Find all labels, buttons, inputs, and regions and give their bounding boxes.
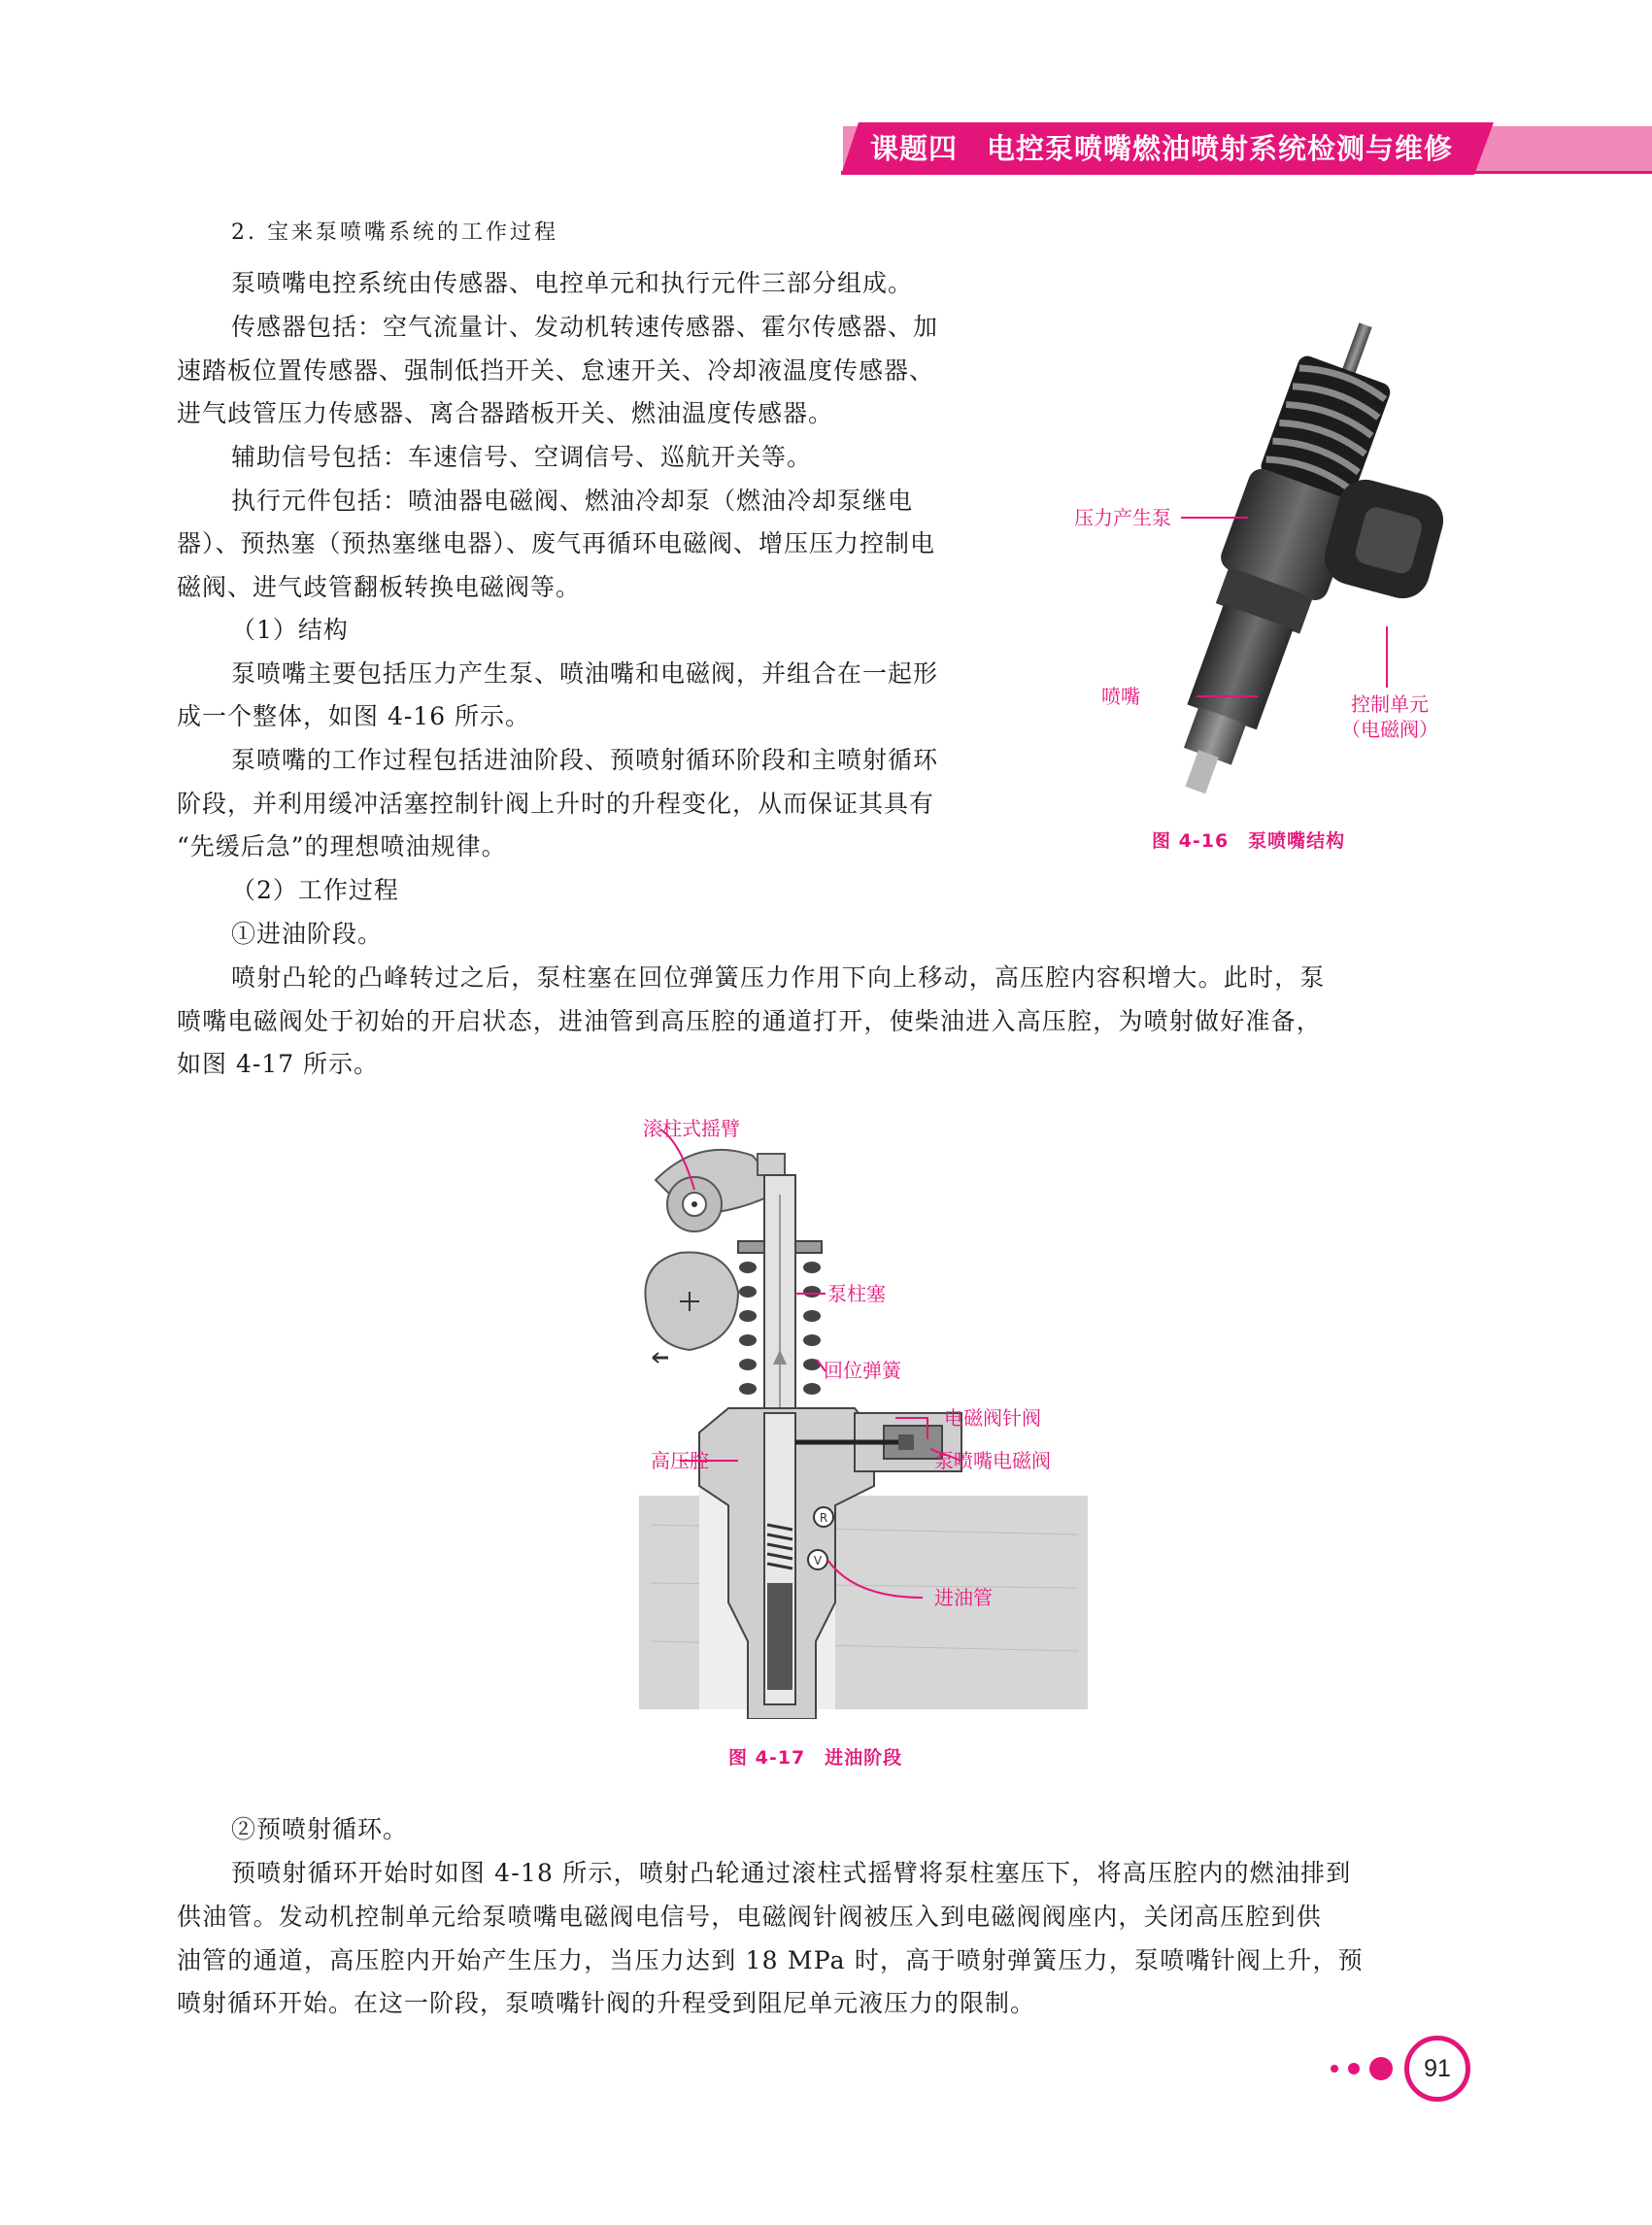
marker-r: R <box>819 1511 828 1525</box>
paragraph-4-line-2: 器）、预热塞（预热塞继电器）、废气再循环电磁阀、增压压力控制电 <box>177 529 936 557</box>
label-nozzle: 喷嘴 <box>1101 685 1140 708</box>
label-control-unit-line-1: 控制单元 <box>1351 692 1429 716</box>
paragraph-4-line-1: 执行元件包括：喷油器电磁阀、燃油冷却泵（燃油冷却泵继电 <box>231 487 914 515</box>
paragraph-2-line-2: 速踏板位置传感器、强制低挡开关、怠速开关、冷却液温度传感器、 <box>177 356 935 385</box>
page-number: 91 <box>1404 2036 1470 2102</box>
paragraph-3: 辅助信号包括：车速信号、空调信号、巡航开关等。 <box>231 443 813 471</box>
paragraph-6-line-3: “先缓后急”的理想喷油规律。 <box>177 832 507 860</box>
label-control-unit <box>1336 691 1443 742</box>
subheading-process: （2）工作过程 <box>231 876 399 904</box>
label-plunger: 泵柱塞 <box>827 1282 886 1305</box>
page-dot-large <box>1369 2057 1393 2080</box>
label-solenoid-needle: 电磁阀针阀 <box>944 1406 1041 1430</box>
page-dot-small-2 <box>1348 2063 1360 2074</box>
header-chapter: 课题四 <box>870 132 959 165</box>
paragraph-2-line-1: 传感器包括：空气流量计、发动机转速传感器、霍尔传感器、加 <box>231 313 939 341</box>
header-chapter-title: 电控泵喷嘴燃油喷射系统检测与维修 <box>987 132 1454 165</box>
header-title <box>870 126 1453 171</box>
paragraph-4-line-3: 磁阀、进气歧管翻板转换电磁阀等。 <box>177 573 582 601</box>
paragraph-7-line-1: 喷射凸轮的凸峰转过之后，泵柱塞在回位弹簧压力作用下向上移动，高压腔内容积增大。此时，泵 <box>231 963 1326 992</box>
paragraph-7-line-2: 喷嘴电磁阀处于初始的开启状态，进油管到高压腔的通道打开，使柴油进入高压腔，为喷射做好准备， <box>177 1007 1323 1035</box>
section-heading: 2. 宝来泵喷嘴系统的工作过程 <box>231 220 558 245</box>
step-1-heading: ①进油阶段。 <box>231 920 384 948</box>
paragraph-6-line-2: 阶段，并利用缓冲活塞控制针阀上升时的升程变化，从而保证其具有 <box>177 790 935 818</box>
figure-4-16-caption: 图 4-16 泵喷嘴结构 <box>1152 830 1346 852</box>
label-roller-rocker: 滚柱式摇臂 <box>643 1117 740 1140</box>
subheading-structure: （1）结构 <box>231 616 349 644</box>
paragraph-8-line-1: 预喷射循环开始时如图 4-18 所示，喷射凸轮通过滚柱式摇臂将泵柱塞压下，将高压腔内的燃油排到 <box>231 1859 1352 1887</box>
paragraph-5-line-2: 成一个整体，如图 4-16 所示。 <box>177 702 531 730</box>
label-pressure-pump: 压力产生泵 <box>1074 506 1171 529</box>
header-underline <box>841 171 1652 174</box>
paragraph-5-line-1: 泵喷嘴主要包括压力产生泵、喷油嘴和电磁阀，并组合在一起形 <box>231 659 939 688</box>
label-control-unit-line-2: （电磁阀） <box>1341 718 1438 741</box>
paragraph-8-line-2: 供油管。发动机控制单元给泵喷嘴电磁阀电信号，电磁阀针阀被压入到电磁阀阀座内，关闭高压腔到供 <box>177 1903 1323 1931</box>
marker-v: V <box>813 1554 823 1568</box>
paragraph-6-line-1: 泵喷嘴的工作过程包括进油阶段、预喷射循环阶段和主喷射循环 <box>231 746 939 774</box>
paragraph-2-line-3: 进气歧管压力传感器、离合器踏板开关、燃油温度传感器。 <box>177 399 834 427</box>
step-2-heading: ②预喷射循环。 <box>231 1815 409 1843</box>
label-high-pressure-chamber: 高压腔 <box>651 1449 709 1472</box>
figure-4-17-caption: 图 4-17 进油阶段 <box>728 1747 903 1769</box>
page-dot-small-1 <box>1331 2065 1338 2073</box>
paragraph-8-line-3: 油管的通道，高压腔内开始产生压力，当压力达到 18 MPa 时，高于喷射弹簧压力，泵喷嘴针阀上升，预 <box>177 1946 1364 1974</box>
paragraph-7-line-3: 如图 4-17 所示。 <box>177 1050 380 1078</box>
label-return-spring: 回位弹簧 <box>824 1359 901 1382</box>
label-inlet-pipe: 进油管 <box>934 1586 993 1609</box>
paragraph-8-line-4: 喷射循环开始。在这一阶段，泵喷嘴针阀的升程受到阻尼单元液压力的限制。 <box>177 1989 1036 2017</box>
paragraph-1: 泵喷嘴电控系统由传感器、电控单元和执行元件三部分组成。 <box>231 269 914 297</box>
label-pump-nozzle-solenoid: 泵喷嘴电磁阀 <box>934 1449 1051 1472</box>
